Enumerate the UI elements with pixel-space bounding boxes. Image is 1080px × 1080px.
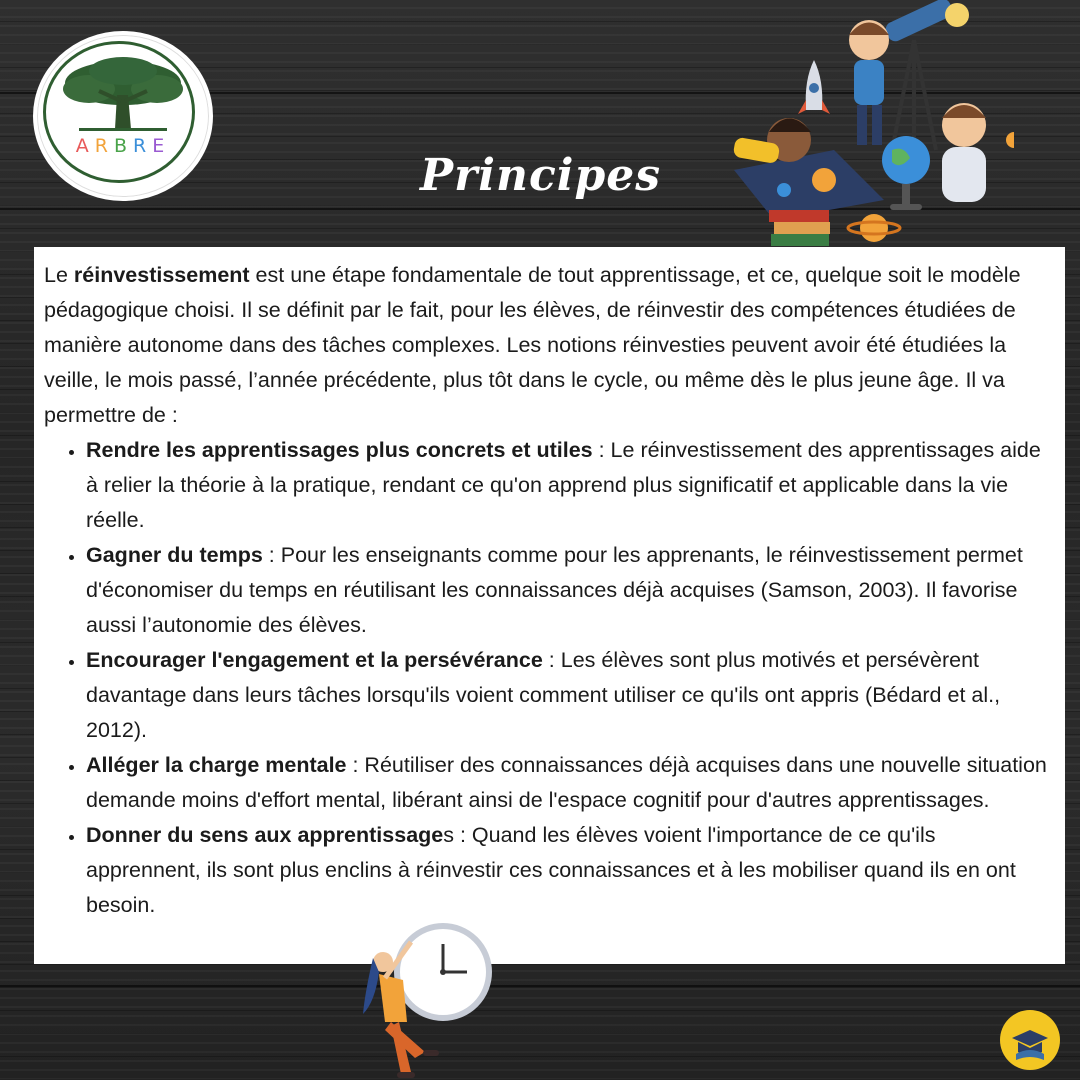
wood-plank-seam [0,985,1080,987]
page-title: Principes [420,150,662,201]
list-item-text: : Le réinvestissement des apprentissages aide à relier la théorie à la pratique, rendant ce qu'on apprend plus significatif et applicable dans la vie réelle. [86,438,1041,532]
list-item [86,748,1055,818]
woman-pushing-clock-illustration [355,922,495,1080]
children-science-illustration [714,0,1014,250]
list-item-text: : Pour les enseignants comme pour les apprenants, le réinvestissement permet d'économiser du temps en réutilisant les connaissances déjà acquises (Samson, 2003). Il favorise aussi l’autonomie des élèves. [86,543,1023,637]
logo-wordmark [37,135,209,157]
list-item-text: : Réutiliser des connaissances déjà acquises dans une nouvelle situation demande moins d'effort mental, libérant ainsi de l'espace cognitif pour d'autres apprentissages. [86,753,1047,812]
list-item-title: Rendre les apprentissages plus concrets et utiles [86,438,593,462]
logo-letter: B [113,135,134,157]
list-item-text: : Les élèves sont plus motivés et persévèrent davantage dans leurs tâches lorsqu'ils voient comment utiliser ce qu'ils ont appris (Bédard et al., 2012). [86,648,1001,742]
intro-keyword: réinvestissement [73,263,250,287]
list-item [86,433,1055,538]
benefits-list [44,433,1055,923]
logo-letter: R [133,135,153,157]
logo-letter: R [94,135,114,157]
list-item-title: Alléger la charge mentale [86,753,347,777]
logo-letter: E [152,135,171,157]
list-item-text: s : Quand les élèves voient l'importance de ce qu'ils apprennent, ils sont plus enclins à réinvestir ces connaissances et à les mobiliser quand ils en ont besoin. [86,823,1016,917]
tree-icon [59,53,187,133]
school-badge-icon [998,1008,1062,1072]
intro-paragraph [44,258,1055,433]
list-item-title: Donner du sens aux apprentissage [86,823,444,847]
arbre-logo [33,31,213,201]
list-item [86,538,1055,643]
list-item-title: Gagner du temps [86,543,263,567]
logo-letter: A [75,135,95,157]
list-item [86,818,1055,923]
content-panel [34,247,1065,964]
list-item-title: Encourager l'engagement et la persévérance [86,648,543,672]
list-item [86,643,1055,748]
intro-prefix: Le [44,263,74,287]
intro-text: est une étape fondamentale de tout apprentissage, et ce, quelque soit le modèle pédagogique choisi. Il se définit par le fait, pour les élèves, de réinvestir des compétences étudiées de manière autonome dans des tâches complexes. Les notions réinvesties peuvent avoir été étudiées la veille, le mois passé, l’année précédente, plus tôt dans le cycle, ou même dès le plus jeune âge. Il va permettre de : [44,263,1021,427]
